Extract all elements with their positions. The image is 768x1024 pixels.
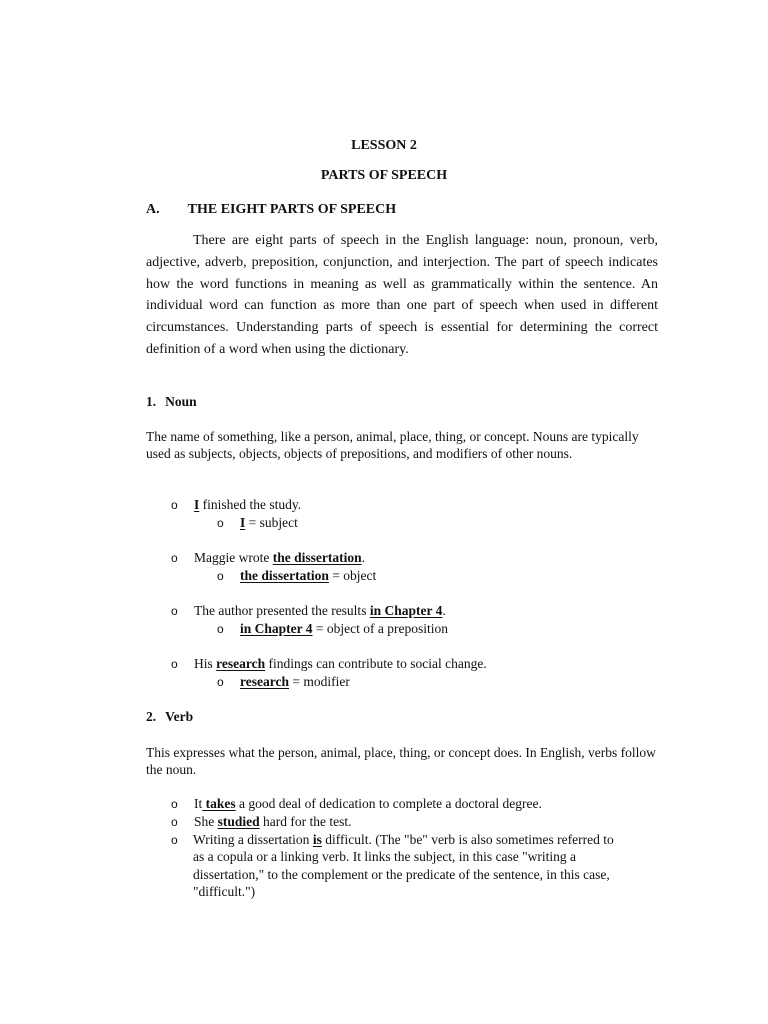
noun-example: o His research findings can contribute to social change. — [171, 656, 487, 671]
bullet-marker: o — [171, 797, 178, 811]
noun-example-note: o I = subject — [217, 515, 298, 530]
noun-example: o Maggie wrote the dissertation. — [171, 550, 365, 565]
verb-example-marker-row — [171, 832, 194, 848]
section-a-marker: A. — [146, 202, 160, 217]
bullet-marker: o — [217, 675, 224, 689]
noun-example-note: o research = modifier — [217, 674, 350, 689]
bullet-marker: o — [171, 498, 178, 512]
bullet-marker: o — [171, 604, 178, 618]
example-key-word: studied — [217, 814, 260, 829]
bullet-marker: o — [171, 551, 178, 565]
noun-heading-text: Noun — [165, 394, 197, 409]
note-key-word: in Chapter 4 — [240, 621, 313, 636]
noun-example: o I finished the study. — [171, 497, 302, 512]
intro-paragraph-text: There are eight parts of speech in the English language: noun, pronoun, verb, adjective, adverb, preposition, conjunction, and interjection. The part of speech indicates how the word functions in meaning as well as grammatically within the sentence. An individual word can function as more than one part of speech when used in different circumstances. Understanding parts of speech is essential for determining the correct definition of a word when using the dictionary. — [146, 233, 658, 357]
noun-heading — [146, 394, 197, 410]
bullet-marker: o — [171, 815, 178, 829]
section-a-title: THE EIGHT PARTS OF SPEECH — [187, 202, 397, 217]
example-key-word: research — [216, 656, 266, 671]
noun-example-note: o the dissertation = object — [217, 568, 377, 583]
verb-heading-text: Verb — [165, 709, 194, 724]
example-key-word: the dissertation — [272, 550, 362, 565]
page-subtitle: PARTS OF SPEECH — [320, 168, 448, 183]
verb-heading — [146, 709, 193, 725]
bullet-marker: o — [217, 569, 224, 583]
note-key-word: I — [240, 515, 246, 530]
lesson-title: LESSON 2 — [351, 138, 417, 153]
example-key-word: is — [312, 832, 322, 847]
bullet-marker: o — [171, 833, 178, 847]
example-key-word: in Chapter 4 — [369, 603, 443, 618]
example-key-word: takes — [202, 796, 236, 811]
note-key-word: the dissertation — [240, 568, 329, 583]
verb-number: 2. — [146, 709, 157, 724]
bullet-marker: o — [217, 622, 224, 636]
example-key-word: I — [194, 497, 200, 512]
noun-example: o The author presented the results in Chapter 4. — [171, 603, 446, 618]
noun-example-note: o in Chapter 4 = object of a preposition — [217, 621, 448, 636]
bullet-marker: o — [171, 657, 178, 671]
bullet-marker: o — [217, 516, 224, 530]
verb-example: o It takes a good deal of dedication to complete a doctoral degree. — [171, 796, 542, 811]
noun-number: 1. — [146, 394, 157, 409]
noun-definition: The name of something, like a person, animal, place, thing, or concept. Nouns are typically used as subjects, objects, objects of prepositions, and modifiers of other nouns. — [146, 429, 639, 461]
verb-example: Writing a dissertation is difficult. (The "be" verb is also sometimes referred to as a copula or a linking verb. It links the subject, in this case "writing a dissertation," to the complement or the predicate of the sentence, in this case, "difficult.") — [193, 832, 614, 899]
verb-definition: This expresses what the person, animal, place, thing, or concept does. In English, verbs follow the noun. — [146, 745, 656, 777]
section-a-heading — [146, 202, 396, 218]
intro-paragraph — [146, 230, 658, 361]
verb-example: o She studied hard for the test. — [171, 814, 352, 829]
note-key-word: research — [240, 674, 289, 689]
